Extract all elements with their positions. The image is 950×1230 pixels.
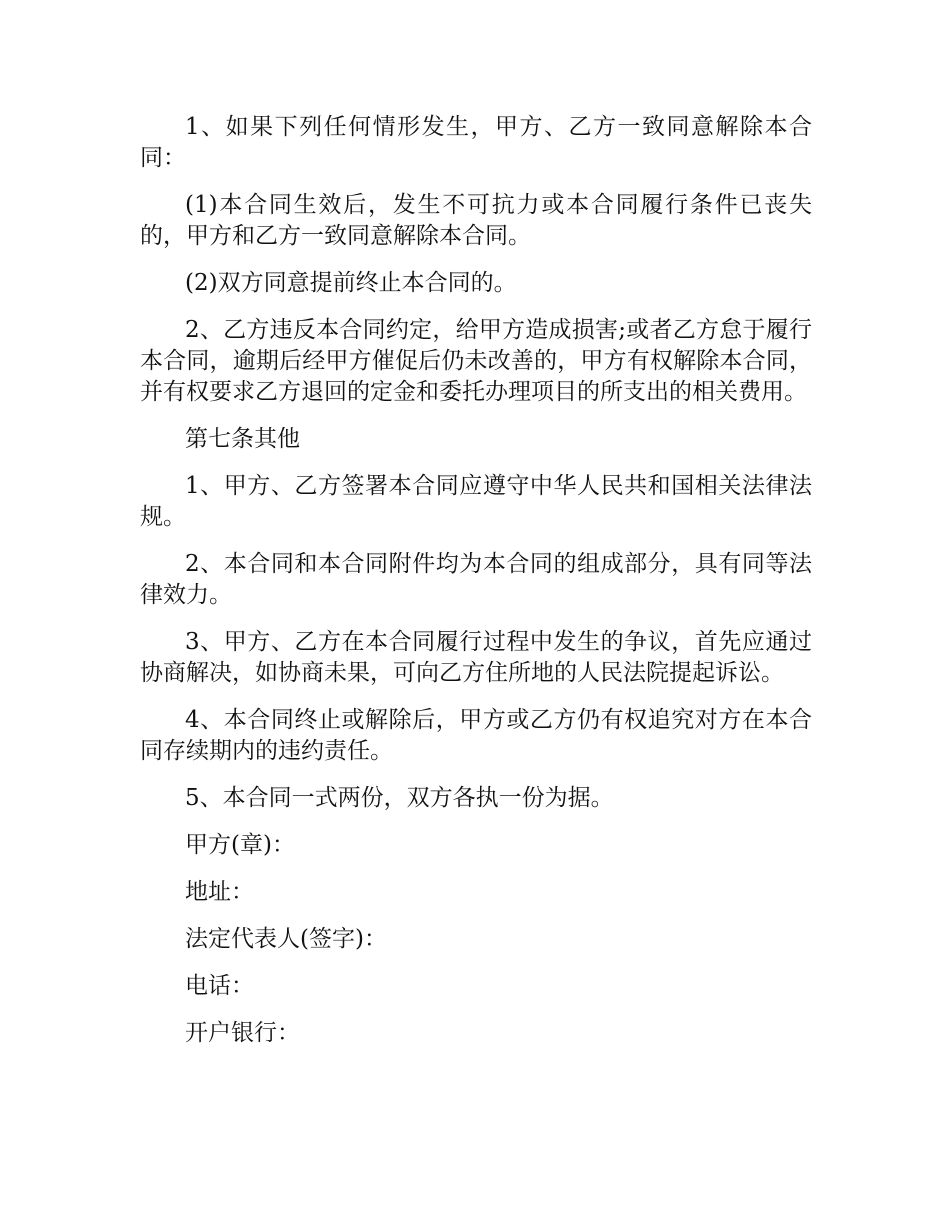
- signature-address: 地址：: [185, 879, 254, 905]
- clause-liability: 4、本合同终止或解除后，甲方或乙方仍有权追究对方在本合同存续期内的违约责任。: [140, 707, 812, 764]
- clause-early-termination: (2)双方同意提前终止本合同的。: [185, 270, 517, 296]
- signature-bank: 开户银行：: [185, 1020, 300, 1046]
- signature-party-a: 甲方(章)：: [185, 832, 295, 858]
- signature-phone: 电话：: [185, 973, 254, 999]
- section-heading-article-7: 第七条其他: [185, 426, 300, 452]
- signature-legal-rep: 法定代表人(签字)：: [185, 926, 387, 952]
- clause-termination-conditions: 1、如果下列任何情形发生，甲方、乙方一致同意解除本合同：: [140, 114, 812, 171]
- clause-force-majeure: (1)本合同生效后，发生不可抗力或本合同履行条件已丧失的，甲方和乙方一致同意解除本合同。: [140, 192, 812, 249]
- clause-laws: 1、甲方、乙方签署本合同应遵守中华人民共和国相关法律法规。: [140, 473, 812, 530]
- clause-breach: 2、乙方违反本合同约定，给甲方造成损害;或者乙方怠于履行本合同，逾期后经甲方催促后仍未改善的，甲方有权解除本合同，并有权要求乙方退回的定金和委托办理项目的所支出的相关费用。: [140, 317, 812, 405]
- clause-attachments: 2、本合同和本合同附件均为本合同的组成部分，具有同等法律效力。: [140, 551, 812, 608]
- document-page: [140, 112, 812, 1065]
- clause-disputes: 3、甲方、乙方在本合同履行过程中发生的争议，首先应通过协商解决，如协商未果，可向乙方住所地的人民法院提起诉讼。: [140, 629, 812, 686]
- clause-copies: 5、本合同一式两份，双方各执一份为据。: [185, 785, 614, 811]
